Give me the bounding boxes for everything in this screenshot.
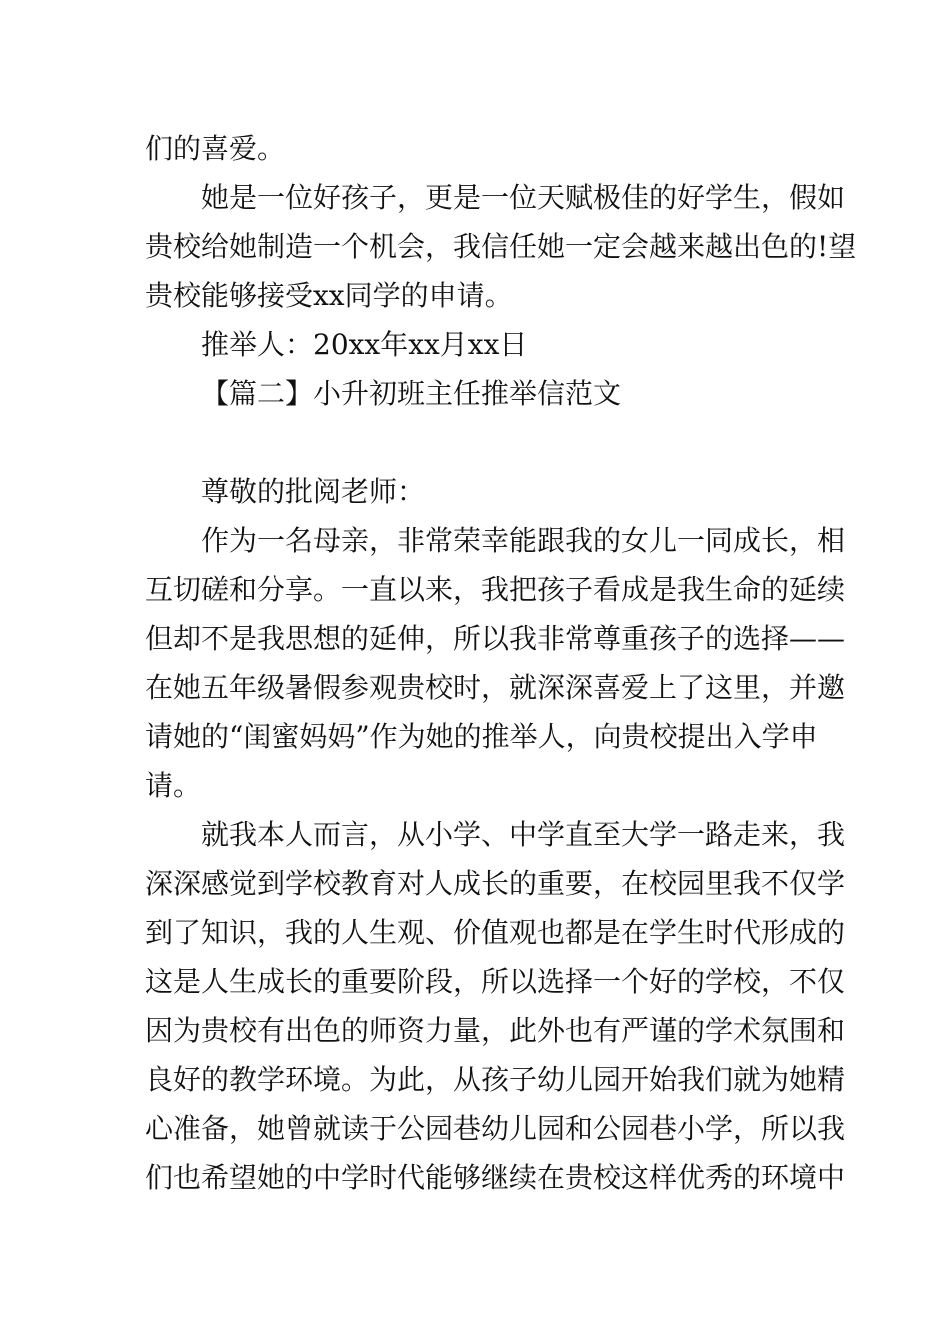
text-line: 深深感觉到学校教育对人成长的重要，在校园里我不仅学 [145, 867, 846, 900]
text-line: 请。 [145, 769, 202, 802]
paragraph-start: 作为一名母亲，非常荣幸能跟我的女儿一同成长，相 [201, 524, 846, 557]
paragraph-start: 她是一位好孩子，更是一位天赋极佳的好学生，假如 [201, 181, 846, 214]
text-line: 请她的“闺蜜妈妈”作为她的推举人，向贵校提出入学申 [145, 720, 818, 753]
paragraph-start: 就我本人而言，从小学、中学直至大学一路走来，我 [201, 818, 846, 851]
text-line: 贵校给她制造一个机会，我信任她一定会越来越出色的!望 [145, 230, 857, 263]
text-line: 互切磋和分享。一直以来，我把孩子看成是我生命的延续 [145, 573, 846, 606]
recommender-date-line: 推举人：20xx年xx月xx日 [201, 328, 528, 361]
salutation: 尊敬的批阅老师： [201, 475, 426, 508]
text-line: 们的喜爱。 [145, 132, 286, 165]
section-heading: 【篇二】小升初班主任推举信范文 [201, 377, 622, 410]
document-body [145, 124, 857, 1202]
blank-gap [145, 418, 810, 467]
text-line: 在她五年级暑假参观贵校时，就深深喜爱上了这里，并邀 [145, 671, 846, 704]
text-line: 良好的教学环境。为此，从孩子幼儿园开始我们就为她精 [145, 1063, 846, 1096]
text-line: 但却不是我思想的延伸，所以我非常尊重孩子的选择—— [145, 622, 846, 655]
text-line: 到了知识，我的人生观、价值观也都是在学生时代形成的 [145, 916, 846, 949]
text-line: 心准备，她曾就读于公园巷幼儿园和公园巷小学，所以我 [145, 1112, 846, 1145]
text-line: 贵校能够接受xx同学的申请。 [145, 279, 513, 312]
text-line: 这是人生成长的重要阶段，所以选择一个好的学校，不仅 [145, 965, 846, 998]
text-line: 因为贵校有出色的师资力量，此外也有严谨的学术氛围和 [145, 1014, 846, 1047]
text-line: 们也希望她的中学时代能够继续在贵校这样优秀的环境中 [145, 1161, 846, 1194]
